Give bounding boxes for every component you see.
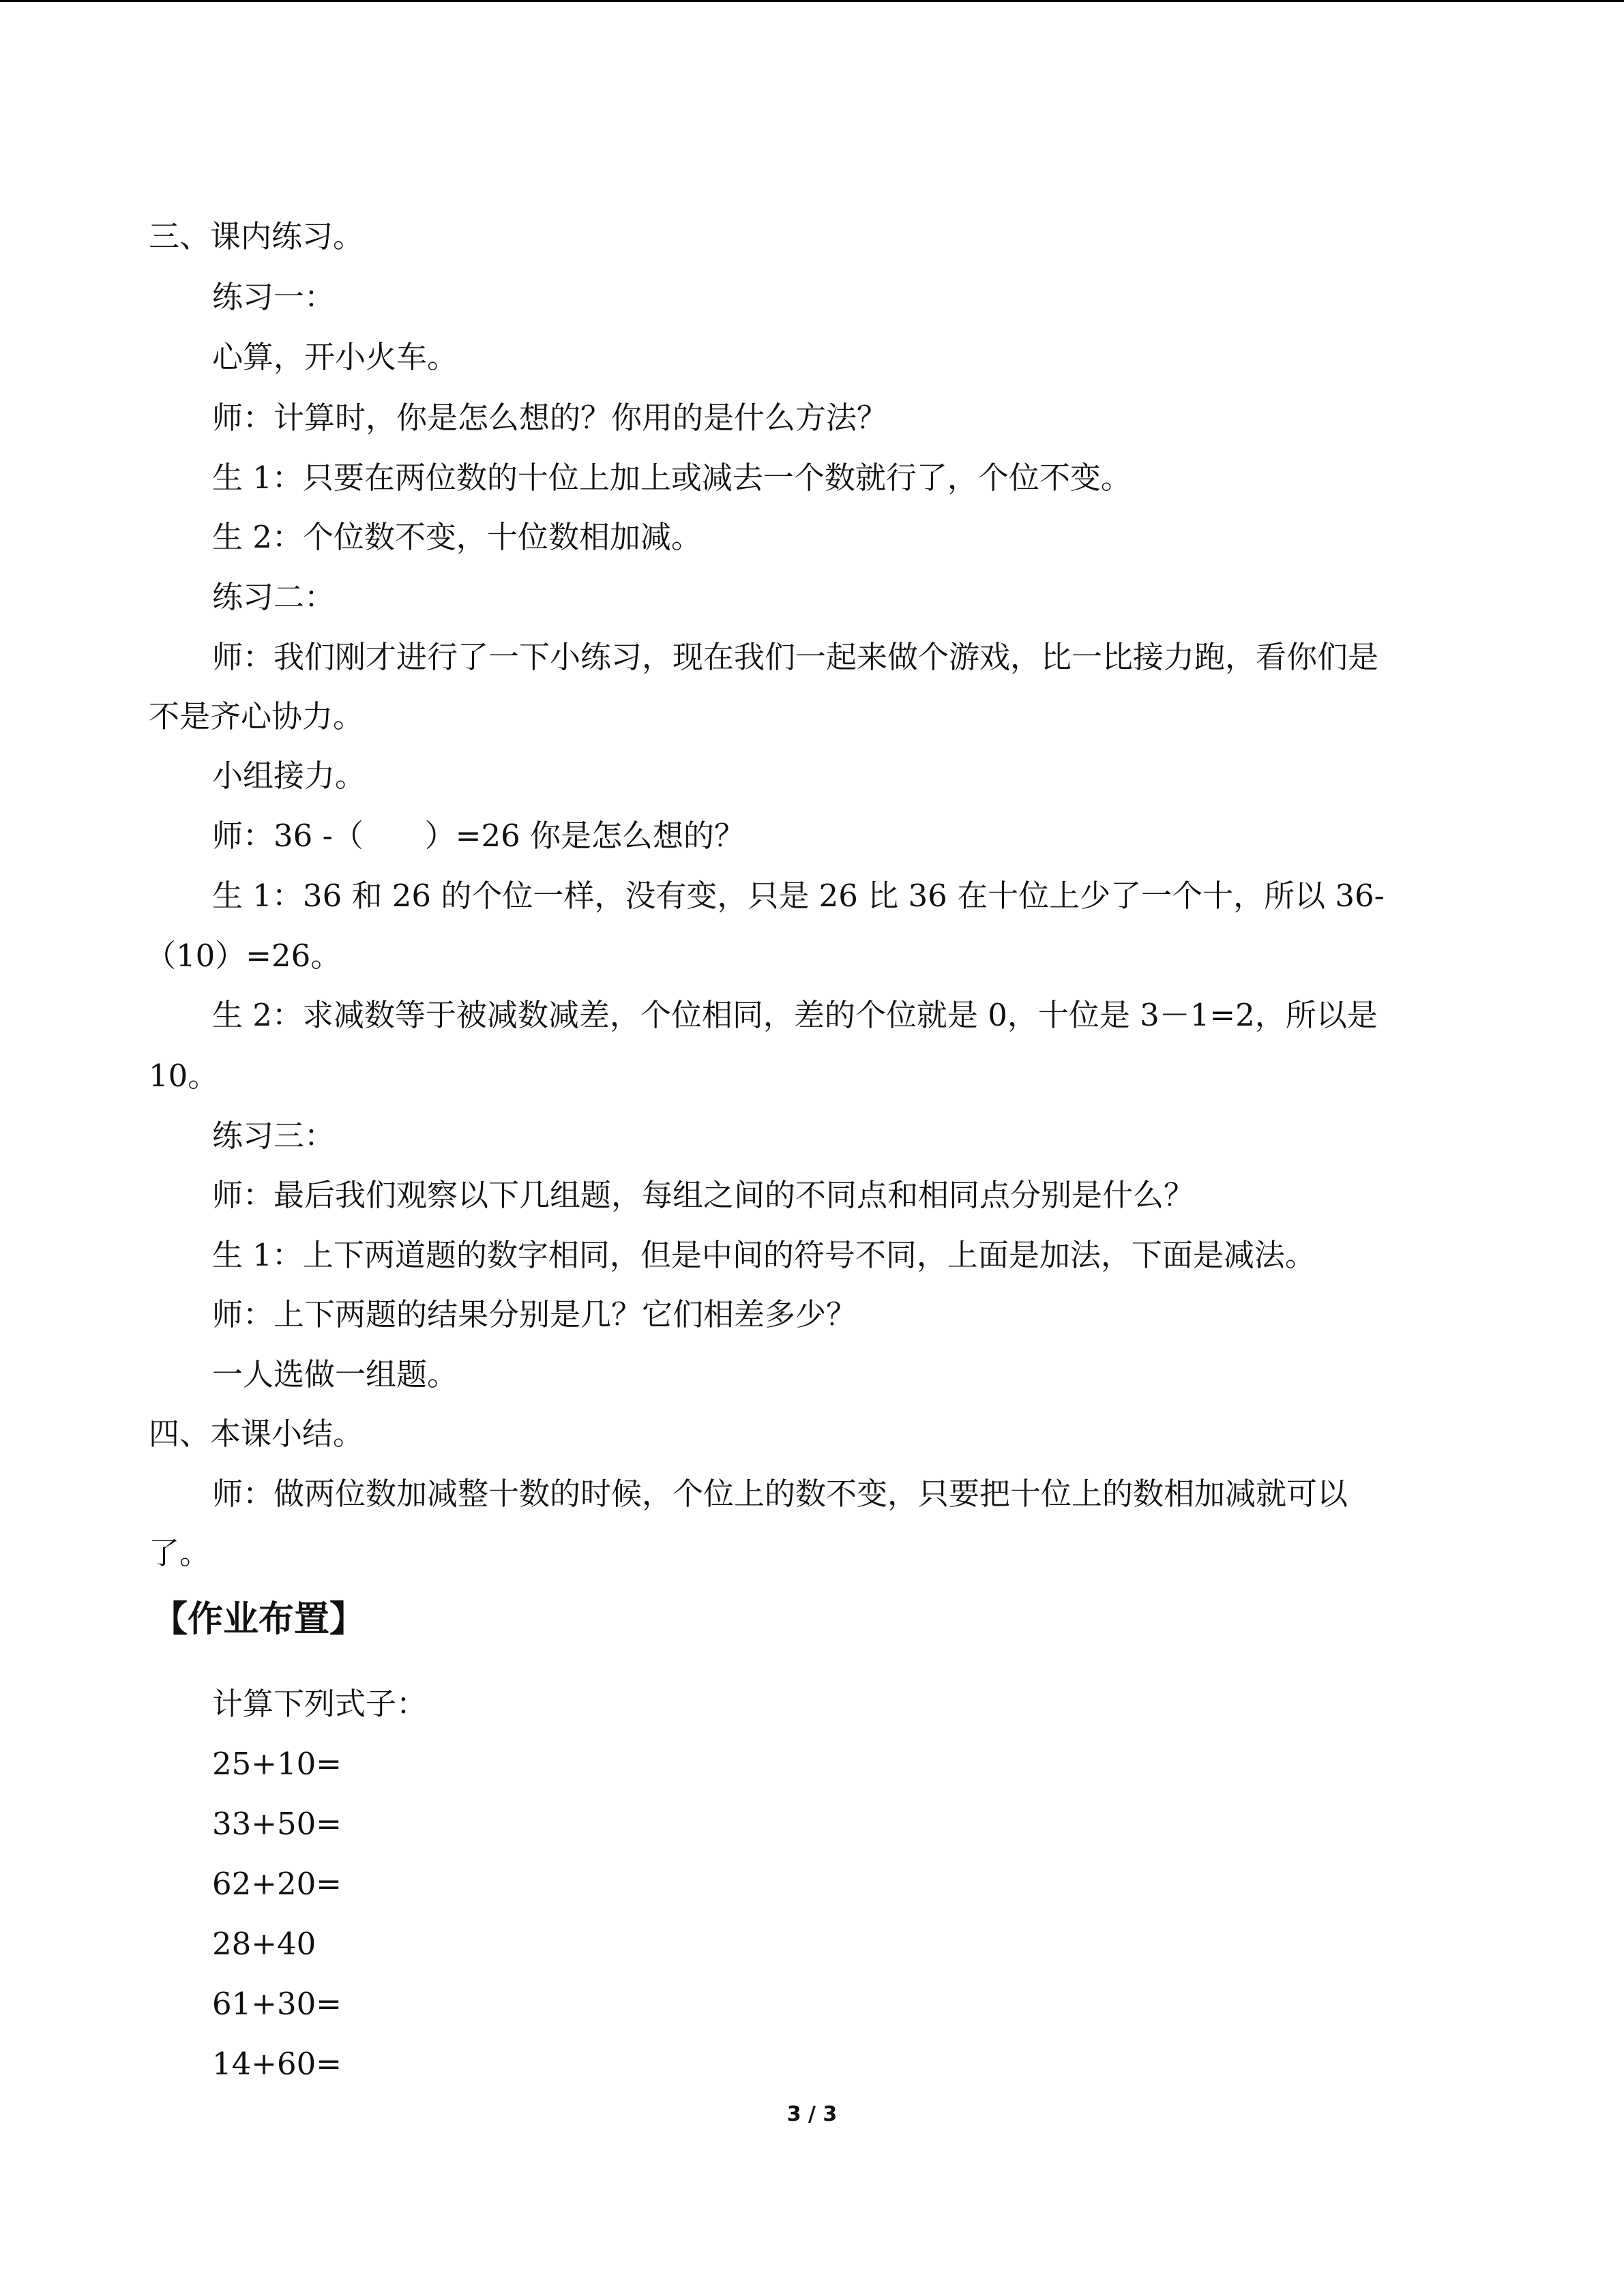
- exercise-2-teacher-line-2: 不是齐心协力。: [149, 698, 364, 734]
- page-number: 3 / 3: [786, 2102, 838, 2126]
- exercise-2-teacher-question: 师：36 -（ ）=26 你是怎么想的？: [212, 818, 745, 854]
- exercise-2-teacher-line-1: 师：我们刚才进行了一下小练习，现在我们一起来做个游戏，比一比接力跑，看你们是: [212, 639, 1379, 675]
- homework-intro: 计算下列式子：: [212, 1686, 428, 1722]
- section-3-title: 三、课内练习。: [149, 218, 364, 254]
- homework-item: 28+40: [212, 1926, 316, 1962]
- exercise-2-student-1-line-2: （10）=26。: [145, 938, 342, 974]
- exercise-1-student-1: 生 1：只要在两位数的十位上加上或减去一个数就行了，个位不变。: [212, 460, 1132, 496]
- exercise-3-student-1: 生 1：上下两道题的数字相同，但是中间的符号不同，上面是加法，下面是减法。: [212, 1237, 1316, 1273]
- page-top-border: [0, 0, 1624, 2]
- summary-line-2: 了。: [149, 1535, 211, 1571]
- exercise-2-group-relay: 小组接力。: [212, 758, 366, 794]
- exercise-1-student-2: 生 2：个位数不变，十位数相加减。: [212, 519, 702, 555]
- homework-item: 25+10=: [212, 1746, 342, 1782]
- exercise-3-teacher-question: 师：最后我们观察以下几组题，每组之间的不同点和相同点分别是什么？: [212, 1177, 1195, 1213]
- exercise-2-label: 练习二：: [212, 579, 336, 615]
- exercise-3-teacher-question-2: 师：上下两题的结果分别是几？它们相差多少？: [212, 1296, 857, 1332]
- exercise-2-student-2-line-2: 10。: [149, 1058, 219, 1094]
- homework-item: 62+20=: [212, 1866, 342, 1902]
- homework-item: 33+50=: [212, 1806, 342, 1842]
- section-4-title: 四、本课小结。: [149, 1416, 364, 1452]
- exercise-3-label: 练习三：: [212, 1118, 336, 1154]
- homework-item: 14+60=: [212, 2046, 342, 2082]
- summary-line-1: 师：做两位数加减整十数的时候，个位上的数不变，只要把十位上的数相加减就可以: [212, 1476, 1348, 1512]
- homework-heading: 【作业布置】: [152, 1599, 366, 1640]
- homework-item: 61+30=: [212, 1986, 342, 2022]
- exercise-2-student-1-line-1: 生 1：36 和 26 的个位一样，没有变，只是 26 比 36 在十位上少了一个十，所以 36-: [212, 878, 1385, 914]
- exercise-3-last-line: 一人选做一组题。: [212, 1356, 458, 1392]
- exercise-1-teacher-question: 师：计算时，你是怎么想的？你用的是什么方法？: [212, 400, 888, 436]
- exercise-1-label: 练习一：: [212, 279, 336, 315]
- exercise-2-student-2-line-1: 生 2：求减数等于被减数减差，个位相同，差的个位就是 0，十位是 3－1=2，所以是: [212, 997, 1378, 1033]
- exercise-1-line: 心算，开小火车。: [212, 339, 458, 375]
